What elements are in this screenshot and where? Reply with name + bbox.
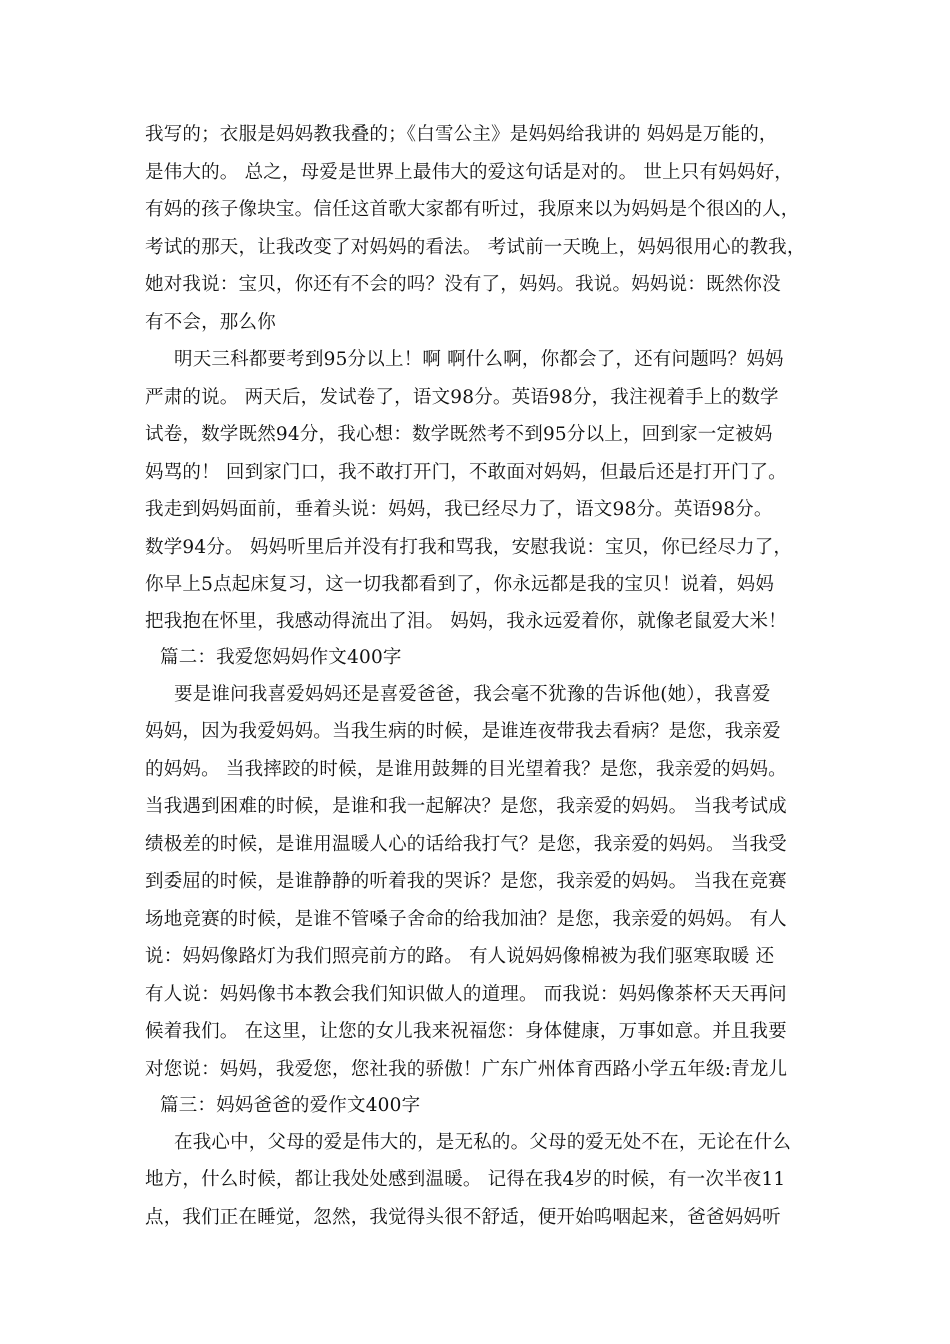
- text-line: 数学94分。 妈妈听里后并没有打我和骂我，安慰我说：宝贝，你已经尽力了，: [145, 537, 793, 558]
- text-line: 考试的那天，让我改变了对妈妈的看法。 考试前一天晚上，妈妈很用心的教我，: [145, 237, 806, 258]
- text-line: 是伟大的。 总之，母爱是世界上最伟大的爱这句话是对的。 世上只有妈妈好，: [145, 162, 793, 183]
- text-line: 有人说：妈妈像书本教会我们知识做人的道理。 而我说：妈妈像茶杯天天再问: [145, 984, 787, 1005]
- text-line: 到委屈的时候，是谁静静的听着我的哭诉？是您，我亲爱的妈妈。 当我在竞赛: [145, 871, 787, 892]
- text-line: 场地竞赛的时候，是谁不管嗓子舍命的给我加油？是您，我亲爱的妈妈。 有人: [145, 909, 787, 930]
- text-line: 地方，什么时候，都让我处处感到温暖。 记得在我4岁的时候，有一次半夜11: [145, 1169, 786, 1190]
- text-line: 有不会，那么你: [145, 312, 276, 333]
- text-line: 明天三科都要考到95分以上！啊 啊什么啊，你都会了，还有问题吗？妈妈: [174, 349, 784, 370]
- section-heading: 篇三：妈妈爸爸的爱作文400字: [160, 1095, 421, 1116]
- text-line: 你早上5点起床复习，这一切我都看到了，你永远都是我的宝贝！说着，妈妈: [145, 574, 775, 595]
- text-line: 候着我们。 在这里，让您的女儿我来祝福您：身体健康，万事如意。并且我要: [145, 1021, 787, 1042]
- text-line: 妈骂的！ 回到家门口，我不敢打开门，不敢面对妈妈，但最后还是打开门了。: [145, 462, 787, 483]
- section-heading: 篇二：我爱您妈妈作文400字: [160, 647, 402, 668]
- text-line: 我走到妈妈面前，垂着头说：妈妈，我已经尽力了，语文98分。英语98分。: [145, 499, 773, 520]
- text-line: 我写的；衣服是妈妈教我叠的；《白雪公主》是妈妈给我讲的 妈妈是万能的，: [145, 124, 778, 145]
- text-line: 她对我说：宝贝，你还有不会的吗？没有了，妈妈。我说。妈妈说：既然你没: [145, 274, 781, 295]
- text-line: 在我心中，父母的爱是伟大的，是无私的。父母的爱无处不在，无论在什么: [174, 1132, 792, 1153]
- text-line: 绩极差的时候，是谁用温暖人心的话给我打气？是您，我亲爱的妈妈。 当我受: [145, 834, 787, 855]
- text-line: 要是谁问我喜爱妈妈还是喜爱爸爸，我会毫不犹豫的告诉他(她），我喜爱: [174, 684, 771, 705]
- text-line: 把我抱在怀里，我感动得流出了泪。 妈妈，我永远爱着你，就像老鼠爱大米！: [145, 611, 787, 632]
- text-line: 严肃的说。 两天后，发试卷了，语文98分。英语98分，我注视着手上的数学: [145, 387, 779, 408]
- text-line: 的妈妈。 当我摔跤的时候，是谁用鼓舞的目光望着我？是您，我亲爱的妈妈。: [145, 759, 787, 780]
- text-line: 说：妈妈像路灯为我们照亮前方的路。 有人说妈妈像棉被为我们驱寒取暖 还: [145, 946, 775, 967]
- text-line: 有妈的孩子像块宝。信任这首歌大家都有听过，我原来以为妈妈是个很凶的人，: [145, 199, 800, 220]
- text-line: 当我遇到困难的时候，是谁和我一起解决？是您，我亲爱的妈妈。 当我考试成: [145, 796, 787, 817]
- text-line: 点，我们正在睡觉，忽然，我觉得头很不舒适，便开始呜咽起来，爸爸妈妈听: [145, 1207, 781, 1228]
- text-line: 试卷，数学既然94分，我心想：数学既然考不到95分以上，回到家一定被妈: [145, 424, 773, 445]
- text-line: 对您说：妈妈，我爱您，您社我的骄傲！广东广州体育西路小学五年级:青龙儿: [145, 1059, 788, 1080]
- text-line: 妈妈，因为我爱妈妈。当我生病的时候，是谁连夜带我去看病？是您，我亲爱: [145, 721, 781, 742]
